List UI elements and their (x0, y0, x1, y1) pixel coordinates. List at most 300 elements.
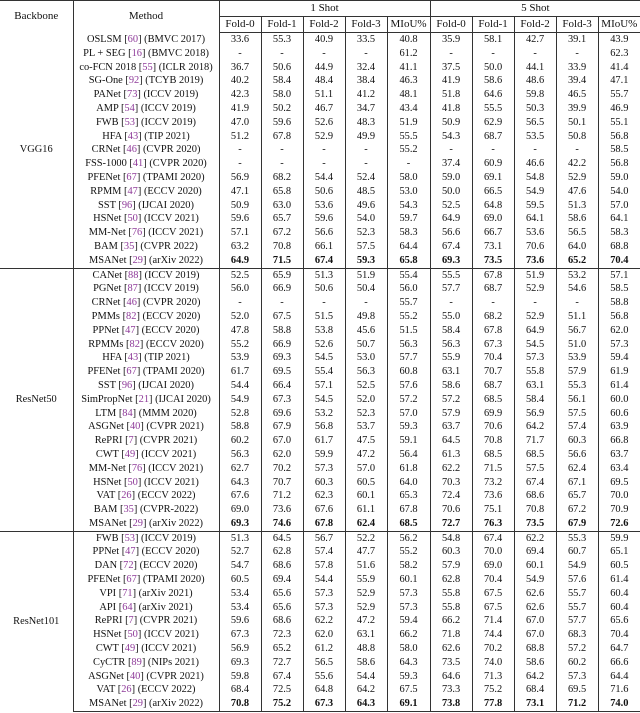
method-name: RePRI (94, 615, 123, 627)
value-cell: 57.4 (556, 420, 598, 434)
value-cell: 64.8 (303, 683, 345, 697)
value-cell: 51.9 (514, 268, 556, 282)
citation-link[interactable]: 96 (121, 379, 133, 391)
table-row (0, 47, 640, 61)
citation-link[interactable]: 26 (121, 684, 132, 696)
value-cell: 70.8 (219, 697, 261, 711)
value-cell: 42.7 (514, 33, 556, 47)
value-cell: 64.9 (219, 254, 261, 268)
value-cell: 69.3 (219, 656, 261, 670)
value-cell: 65.8 (261, 185, 303, 199)
table-row (0, 74, 640, 88)
value-cell: 60.4 (598, 587, 640, 601)
value-cell: 48.1 (387, 88, 430, 102)
value-cell: - (303, 296, 345, 310)
method-name: CWT (95, 643, 119, 655)
value-cell: 46.3 (387, 74, 430, 88)
method-name: PGNet (93, 283, 122, 295)
citation-link[interactable]: 7 (128, 615, 134, 627)
value-cell: 57.0 (345, 462, 387, 476)
method-venue: (CVPR 2020) (142, 297, 201, 309)
value-cell: 58.5 (598, 143, 640, 157)
method-venue: (IJCAI 2020) (138, 379, 194, 391)
method-venue: (ECCV 2020) (142, 310, 201, 322)
citation-link[interactable]: 40 (129, 421, 141, 433)
citation-link[interactable]: 35 (123, 504, 134, 516)
citation-link[interactable]: 47 (125, 324, 136, 336)
value-cell: 56.8 (598, 310, 640, 324)
value-cell: 71.4 (472, 614, 514, 628)
method-venue: (CVPR 2020) (149, 158, 207, 170)
table-body (0, 33, 640, 712)
value-cell: 53.8 (303, 324, 345, 338)
method-name: AMP (96, 102, 119, 114)
backbone-label: VGG16 (0, 33, 73, 269)
value-cell: 74.0 (598, 697, 640, 711)
value-cell: 62.0 (598, 324, 640, 338)
method-cell: VAT [26] (ECCV 2022) (73, 683, 219, 697)
value-cell: 66.9 (261, 282, 303, 296)
method-name: CyCTR (93, 656, 126, 668)
one-shot-header: 1 Shot (219, 1, 430, 17)
citation-link[interactable]: 46 (126, 144, 137, 156)
value-cell: 57.5 (514, 462, 556, 476)
citation-link[interactable]: 82 (129, 338, 140, 350)
citation-link[interactable]: 43 (127, 352, 139, 364)
value-cell: 67.2 (556, 503, 598, 517)
value-cell: - (261, 143, 303, 157)
value-cell: 54.5 (303, 351, 345, 365)
value-cell: 61.9 (598, 365, 640, 379)
value-cell: 58.3 (387, 226, 430, 240)
value-cell: 70.6 (472, 420, 514, 434)
method-name: MSANet (88, 517, 127, 529)
table-row (0, 476, 640, 490)
value-cell: - (430, 296, 472, 310)
value-cell: 68.7 (472, 379, 514, 393)
value-cell: 69.4 (514, 545, 556, 559)
value-cell: 46.7 (303, 102, 345, 116)
value-cell: 56.3 (219, 448, 261, 462)
value-cell: 56.9 (219, 171, 261, 185)
value-cell: 41.9 (219, 102, 261, 116)
method-cell: API [64] (arXiv 2021) (73, 601, 219, 615)
citation-link[interactable]: 49 (124, 448, 136, 460)
method-name: FWB (96, 532, 119, 544)
method-name: SG-One (88, 75, 123, 87)
value-cell: 73.5 (472, 254, 514, 268)
method-cell: CWT [49] (ICCV 2021) (73, 448, 219, 462)
value-cell: 53.6 (303, 199, 345, 213)
method-venue: (BMVC 2017) (144, 33, 206, 45)
citation-link[interactable]: 29 (132, 698, 143, 710)
value-cell: 60.1 (514, 559, 556, 573)
table-row (0, 407, 640, 421)
method-name: VPI (99, 587, 117, 599)
method-cell: SST [96] (IJCAI 2020) (73, 379, 219, 393)
value-cell: 54.5 (303, 393, 345, 407)
value-cell: 56.0 (219, 282, 261, 296)
citation-link[interactable]: 41 (132, 158, 144, 170)
table-row (0, 503, 640, 517)
value-cell: 59.6 (219, 614, 261, 628)
value-cell: 71.8 (430, 628, 472, 642)
table-row (0, 601, 640, 615)
value-cell: 60.3 (303, 476, 345, 490)
method-cell: CyCTR [89] (NIPs 2021) (73, 656, 219, 670)
citation-link[interactable]: 76 (131, 462, 143, 474)
value-cell: 67.9 (261, 420, 303, 434)
value-cell: 53.5 (514, 130, 556, 144)
value-cell: 54.9 (219, 393, 261, 407)
citation-link[interactable]: 16 (131, 47, 142, 59)
value-cell: 70.2 (261, 462, 303, 476)
value-cell: 51.9 (387, 116, 430, 130)
value-cell: 65.1 (598, 545, 640, 559)
method-cell: FWB [53] (ICCV 2019) (73, 531, 219, 545)
citation-link[interactable]: 88 (128, 269, 139, 281)
method-name: SST (98, 199, 116, 211)
value-cell: 66.7 (472, 226, 514, 240)
method-cell: VAT [26] (ECCV 2022) (73, 489, 219, 503)
citation-link[interactable]: 89 (131, 656, 142, 668)
value-cell: 57.0 (387, 407, 430, 421)
value-cell: 53.2 (556, 268, 598, 282)
value-cell: 53.7 (345, 420, 387, 434)
table-row (0, 171, 640, 185)
method-name: RePRI (94, 435, 123, 447)
value-cell: 65.6 (261, 601, 303, 615)
value-cell: 62.0 (303, 628, 345, 642)
value-cell: 50.1 (556, 116, 598, 130)
method-name: BAM (93, 504, 118, 516)
citation-link[interactable]: 26 (121, 490, 132, 502)
value-cell: 34.7 (345, 102, 387, 116)
value-cell: - (345, 143, 387, 157)
citation-link[interactable]: 29 (132, 517, 143, 529)
value-cell: 55.2 (387, 310, 430, 324)
citation-link[interactable]: 29 (132, 254, 143, 266)
column-header-1shot-fold-0: Fold-0 (219, 17, 261, 33)
value-cell: 59.8 (514, 88, 556, 102)
value-cell: 68.5 (472, 393, 514, 407)
table-row (0, 130, 640, 144)
citation-link[interactable]: 53 (124, 532, 135, 544)
value-cell: 51.1 (556, 310, 598, 324)
method-venue: (CVPR 2021) (139, 435, 198, 447)
method-venue: (ICCV 2021) (148, 227, 204, 239)
value-cell: 51.9 (345, 268, 387, 282)
citation-link[interactable]: 55 (142, 61, 153, 73)
value-cell: 75.1 (472, 503, 514, 517)
value-cell: 62.4 (345, 517, 387, 531)
method-name: MM-Net (88, 462, 126, 474)
value-cell: 57.2 (387, 393, 430, 407)
citation-link[interactable]: 47 (125, 546, 136, 558)
citation-link[interactable]: 87 (127, 283, 138, 295)
method-name: OSLSM (86, 33, 122, 45)
method-cell: LTM [84] (MMM 2020) (73, 407, 219, 421)
value-cell: 64.5 (430, 434, 472, 448)
method-venue: (ICCV 2019) (143, 283, 199, 295)
value-cell: 50.8 (556, 130, 598, 144)
value-cell: 51.5 (303, 310, 345, 324)
method-name: FSS-1000 (85, 158, 127, 170)
value-cell: 64.2 (345, 683, 387, 697)
value-cell: 61.7 (303, 434, 345, 448)
value-cell: 64.7 (598, 642, 640, 656)
column-header-5shot-fold-3: Fold-3 (556, 17, 598, 33)
citation-link[interactable]: 72 (123, 560, 134, 572)
backbone-header: Backbone (0, 1, 73, 33)
citation-link[interactable]: 35 (123, 240, 135, 252)
value-cell: 41.9 (430, 74, 472, 88)
value-cell: 50.9 (219, 199, 261, 213)
table-row (0, 240, 640, 254)
value-cell: 71.6 (598, 683, 640, 697)
table-row (0, 587, 640, 601)
value-cell: 55.3 (261, 33, 303, 47)
value-cell: 67.3 (472, 338, 514, 352)
value-cell: 57.5 (556, 407, 598, 421)
value-cell: 59.4 (598, 351, 640, 365)
value-cell: 72.7 (261, 656, 303, 670)
method-name: RPMMs (88, 338, 124, 350)
value-cell: 64.6 (430, 670, 472, 684)
value-cell: 67.3 (303, 697, 345, 711)
method-venue: (TPAMI 2020) (142, 574, 205, 586)
citation-link[interactable]: 50 (127, 629, 138, 641)
value-cell: 56.5 (556, 226, 598, 240)
value-cell: 63.4 (598, 462, 640, 476)
value-cell: - (514, 296, 556, 310)
value-cell: 68.8 (598, 240, 640, 254)
table-row (0, 683, 640, 697)
citation-link[interactable]: 73 (127, 89, 138, 101)
method-venue: (ICCV 2021) (141, 448, 197, 460)
citation-link[interactable]: 67 (126, 574, 137, 586)
value-cell: 47.0 (219, 116, 261, 130)
value-cell: 52.0 (345, 393, 387, 407)
value-cell: 33.5 (345, 33, 387, 47)
value-cell: 68.8 (514, 642, 556, 656)
method-cell: PMMs [82] (ECCV 2020) (73, 310, 219, 324)
method-venue: (ICCV 2019) (143, 89, 199, 101)
value-cell: 50.0 (472, 61, 514, 75)
value-cell: 53.4 (219, 601, 261, 615)
value-cell: 54.3 (387, 199, 430, 213)
table-row (0, 33, 640, 47)
value-cell: 55.7 (387, 296, 430, 310)
citation-link[interactable]: 50 (127, 213, 138, 225)
value-cell: - (219, 47, 261, 61)
value-cell: 68.5 (387, 517, 430, 531)
value-cell: 50.3 (514, 102, 556, 116)
citation-link[interactable]: 64 (122, 601, 133, 613)
value-cell: 60.2 (219, 434, 261, 448)
value-cell: 55.5 (430, 268, 472, 282)
citation-link[interactable]: 92 (128, 75, 140, 87)
table-row (0, 268, 640, 282)
citation-link[interactable]: 49 (124, 643, 136, 655)
value-cell: 65.6 (598, 614, 640, 628)
method-name: DAN (94, 560, 118, 572)
value-cell: 55.7 (556, 587, 598, 601)
citation-link[interactable]: 47 (127, 185, 138, 197)
table-row (0, 573, 640, 587)
value-cell: 67.3 (219, 628, 261, 642)
method-venue: (arXiv 2022) (149, 698, 203, 710)
value-cell: 37.5 (430, 61, 472, 75)
value-cell: - (387, 157, 430, 171)
citation-link[interactable]: 54 (124, 102, 135, 114)
value-cell: 38.4 (345, 74, 387, 88)
citation-link[interactable]: 21 (138, 393, 150, 405)
table-row (0, 697, 640, 711)
method-name: PPNet (92, 546, 120, 558)
value-cell: 40.8 (387, 33, 430, 47)
value-cell: 52.9 (345, 601, 387, 615)
value-cell: 52.5 (345, 379, 387, 393)
citation-link[interactable]: 67 (126, 366, 137, 378)
value-cell: 69.6 (261, 407, 303, 421)
method-name: CANet (92, 269, 122, 281)
value-cell: 51.3 (556, 199, 598, 213)
citation-link[interactable]: 43 (127, 130, 139, 142)
citation-link[interactable]: 76 (131, 227, 143, 239)
citation-link[interactable]: 67 (126, 171, 137, 183)
method-venue: (ECCV 2020) (141, 546, 200, 558)
value-cell: 41.8 (430, 102, 472, 116)
table-row (0, 545, 640, 559)
method-name: PPNet (92, 324, 120, 336)
method-cell: BAM [35] (CVPR 2022) (73, 240, 219, 254)
value-cell: 56.1 (556, 393, 598, 407)
method-cell: CRNet [46] (CVPR 2020) (73, 143, 219, 157)
citation-link[interactable]: 96 (121, 199, 133, 211)
value-cell: 56.9 (219, 642, 261, 656)
value-cell: 58.6 (430, 379, 472, 393)
method-cell: co-FCN 2018 [55] (ICLR 2018) (73, 61, 219, 75)
value-cell: 57.3 (303, 601, 345, 615)
value-cell: 59.3 (345, 254, 387, 268)
value-cell: 68.2 (472, 310, 514, 324)
value-cell: 60.5 (345, 476, 387, 490)
value-cell: 58.6 (514, 656, 556, 670)
value-cell: 52.6 (303, 338, 345, 352)
value-cell: 54.8 (514, 171, 556, 185)
method-name: CWT (95, 448, 119, 460)
value-cell: 39.1 (556, 33, 598, 47)
citation-link[interactable]: 7 (128, 435, 134, 447)
value-cell: 63.2 (219, 240, 261, 254)
table-row (0, 656, 640, 670)
value-cell: 58.3 (598, 226, 640, 240)
value-cell: - (430, 47, 472, 61)
value-cell: 64.8 (472, 199, 514, 213)
value-cell: 56.8 (598, 130, 640, 144)
citation-link[interactable]: 71 (122, 587, 133, 599)
table-row (0, 310, 640, 324)
value-cell: 53.9 (556, 351, 598, 365)
value-cell: 50.7 (345, 338, 387, 352)
value-cell: 54.3 (430, 130, 472, 144)
citation-link[interactable]: 84 (122, 407, 133, 419)
method-cell: MSANet [29] (arXiv 2022) (73, 517, 219, 531)
value-cell: 58.6 (472, 74, 514, 88)
value-cell: 73.6 (261, 503, 303, 517)
value-cell: 53.0 (387, 185, 430, 199)
value-cell: 61.3 (430, 448, 472, 462)
value-cell: 64.9 (514, 324, 556, 338)
value-cell: 52.3 (345, 407, 387, 421)
method-cell: HFA [43] (TIP 2021) (73, 351, 219, 365)
value-cell: 64.3 (345, 697, 387, 711)
value-cell: 58.6 (345, 656, 387, 670)
value-cell: 54.4 (345, 670, 387, 684)
value-cell: 46.5 (556, 88, 598, 102)
method-venue: (TPAMI 2020) (142, 366, 205, 378)
method-venue: (ECCV 2020) (145, 338, 204, 350)
value-cell: 46.6 (514, 157, 556, 171)
value-cell: 35.9 (430, 33, 472, 47)
value-cell: 40.9 (303, 33, 345, 47)
value-cell: 56.8 (598, 157, 640, 171)
citation-link[interactable]: 53 (124, 116, 135, 128)
value-cell: 53.0 (345, 351, 387, 365)
method-cell: PL + SEG [16] (BMVC 2018) (73, 47, 219, 61)
value-cell: 51.2 (219, 130, 261, 144)
value-cell: 64.0 (387, 476, 430, 490)
value-cell: 70.7 (261, 476, 303, 490)
method-cell: PANet [73] (ICCV 2019) (73, 88, 219, 102)
value-cell: 52.8 (219, 407, 261, 421)
value-cell: - (345, 296, 387, 310)
method-venue: (ECCV 2022) (137, 490, 196, 502)
value-cell: 62.6 (514, 601, 556, 615)
value-cell: 56.5 (514, 116, 556, 130)
method-venue: (NIPs 2021) (147, 656, 199, 668)
citation-link[interactable]: 60 (127, 33, 139, 45)
method-venue: (arXiv 2021) (138, 587, 193, 599)
value-cell: 64.1 (514, 212, 556, 226)
column-header-1shot-fold-2: Fold-2 (303, 17, 345, 33)
citation-link[interactable]: 46 (126, 297, 137, 309)
value-cell: 67.8 (303, 517, 345, 531)
method-name: HSNet (93, 629, 122, 641)
value-cell: 36.7 (219, 61, 261, 75)
value-cell: 66.4 (261, 379, 303, 393)
value-cell: 74.6 (261, 517, 303, 531)
method-cell: HSNet [50] (ICCV 2021) (73, 628, 219, 642)
value-cell: 62.8 (261, 545, 303, 559)
citation-link[interactable]: 50 (127, 476, 138, 488)
table-row (0, 517, 640, 531)
table-row (0, 531, 640, 545)
table-row (0, 379, 640, 393)
table-row (0, 338, 640, 352)
value-cell: 47.5 (345, 434, 387, 448)
value-cell: 65.8 (387, 254, 430, 268)
value-cell: 60.3 (430, 545, 472, 559)
value-cell: 73.5 (430, 656, 472, 670)
citation-link[interactable]: 40 (129, 670, 141, 682)
value-cell: 67.3 (261, 393, 303, 407)
value-cell: 46.9 (598, 102, 640, 116)
citation-link[interactable]: 82 (126, 310, 137, 322)
value-cell: 52.9 (303, 130, 345, 144)
value-cell: 50.4 (345, 282, 387, 296)
